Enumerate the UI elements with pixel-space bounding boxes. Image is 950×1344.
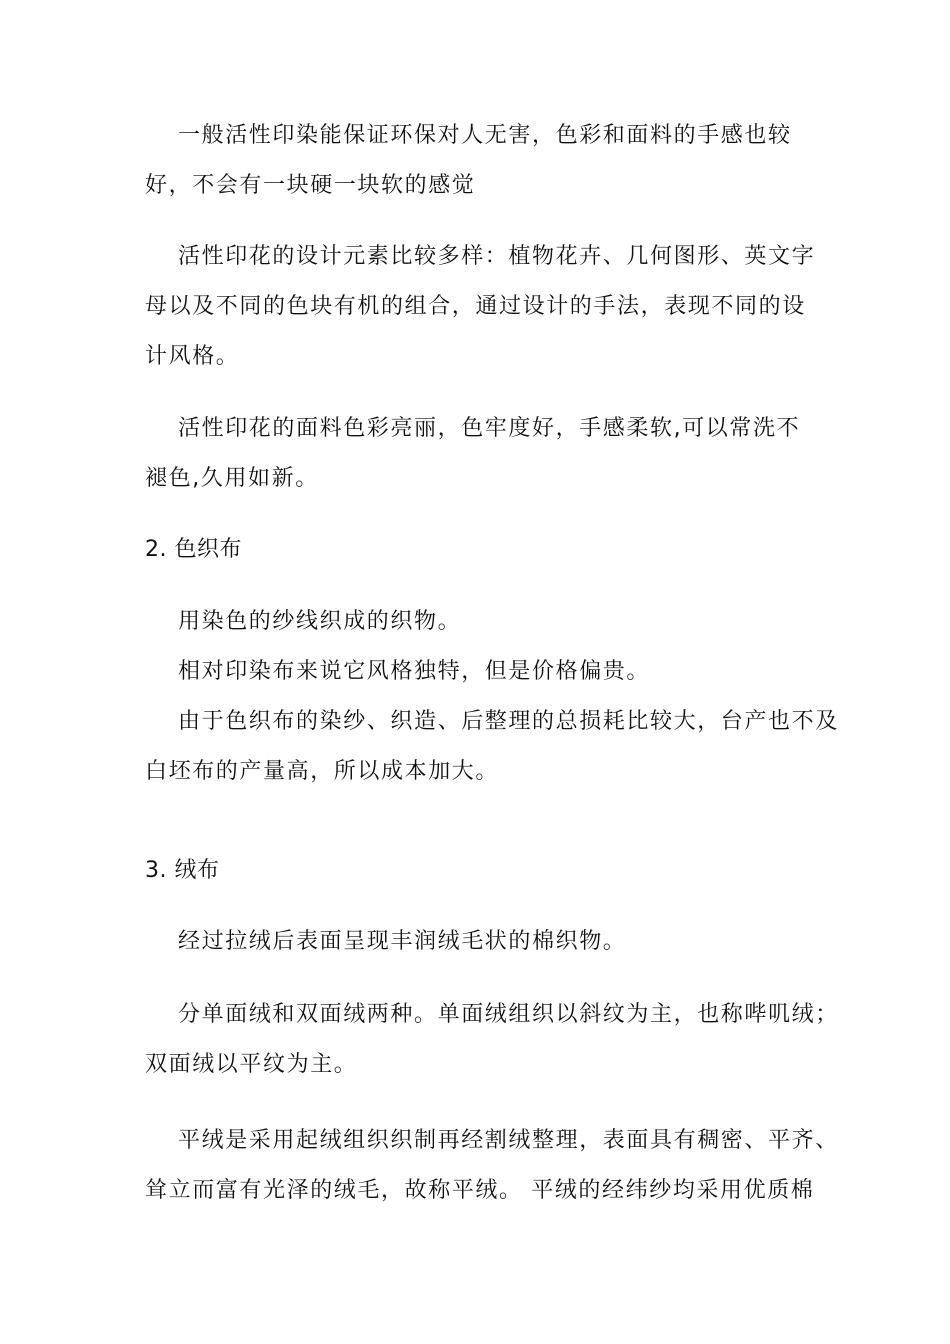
section-heading: 3. 绒布 xyxy=(145,858,220,883)
paragraph-line: 母以及不同的色块有机的组合，通过设计的手法，表现不同的设 xyxy=(145,294,806,319)
paragraph-line: 双面绒以平纹为主。 xyxy=(145,1052,358,1077)
paragraph-line: 一般活性印染能保证环保对人无害，色彩和面料的手感也较 xyxy=(178,123,792,148)
paragraph-line: 平绒是采用起绒组织织制再经割绒整理，表面具有稠密、平齐、 xyxy=(178,1128,839,1153)
paragraph-line: 经过拉绒后表面呈现丰润绒毛状的棉织物。 xyxy=(178,929,627,954)
paragraph-line: 活性印花的设计元素比较多样：植物花卉、几何图形、英文字 xyxy=(178,244,816,269)
paragraph-line: 好，不会有一块硬一块软的感觉 xyxy=(145,173,476,198)
paragraph-line: 相对印染布来说它风格独特，但是价格偏贵。 xyxy=(178,659,651,684)
paragraph-line: 用染色的纱线织成的织物。 xyxy=(178,609,462,634)
paragraph-line: 分单面绒和双面绒两种。单面绒组织以斜纹为主，也称哔叽绒； xyxy=(178,1002,839,1027)
section-heading: 2. 色织布 xyxy=(145,537,242,562)
paragraph-line: 褪色,久用如新。 xyxy=(145,466,319,491)
paragraph-line: 由于色织布的染纱、织造、后整理的总损耗比较大，台产也不及 xyxy=(178,709,839,734)
paragraph-line: 计风格。 xyxy=(145,344,240,369)
paragraph-line: 耸立而富有光泽的绒毛，故称平绒。 平绒的经纬纱均采用优质棉 xyxy=(145,1178,815,1203)
paragraph-line: 活性印花的面料色彩亮丽，色牢度好，手感柔软,可以常洗不 xyxy=(178,416,801,441)
paragraph-line: 白坯布的产量高，所以成本加大。 xyxy=(145,759,500,784)
